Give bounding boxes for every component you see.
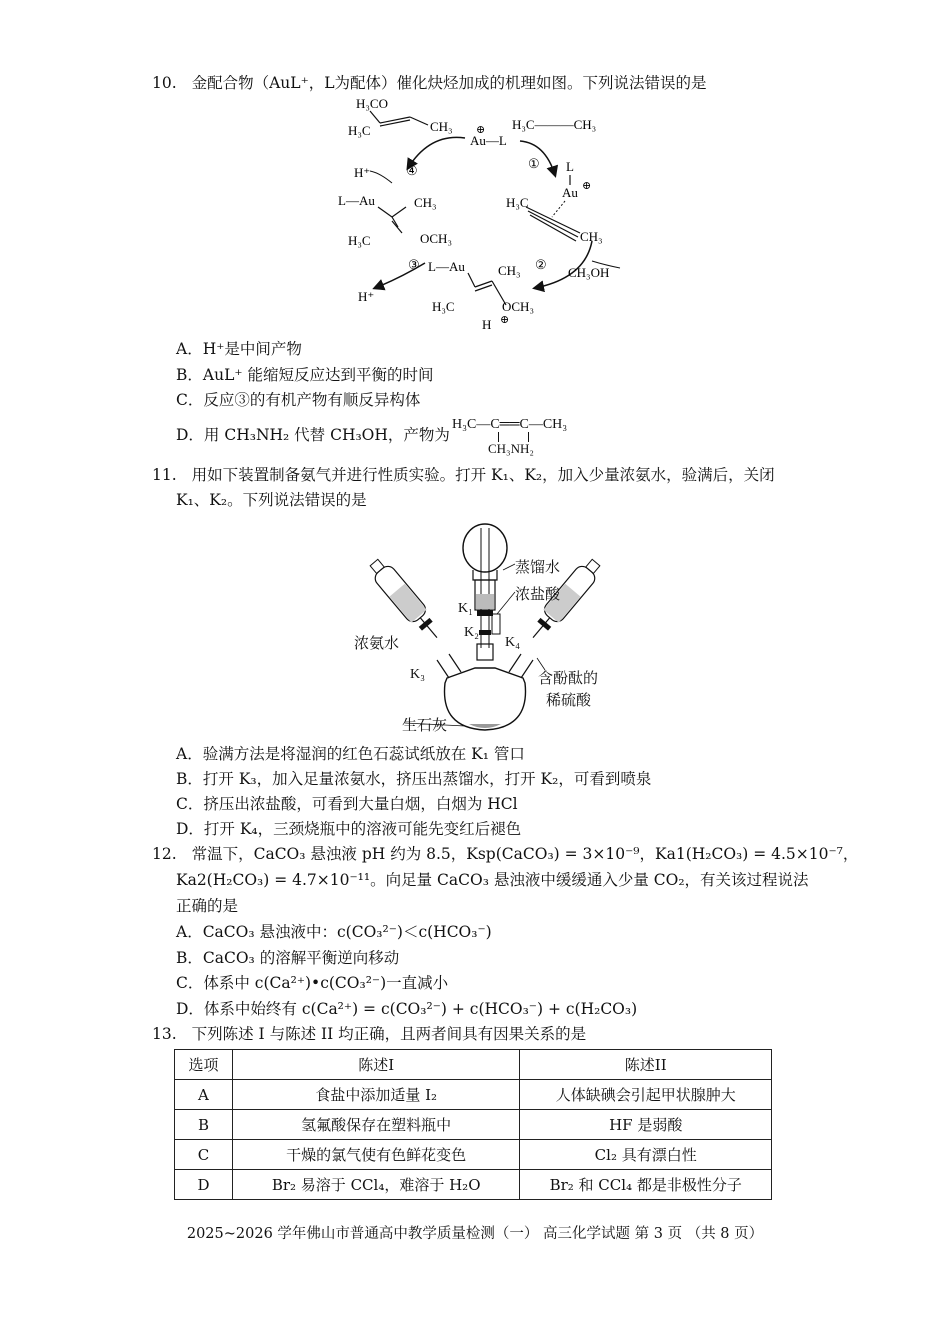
diagram-l-top: L (566, 159, 574, 174)
diagram-plus-c: ⊕ (500, 314, 510, 326)
q12-stem-1: 常温下，CaCO₃ 悬浊液 pH 约为 8.5，Ksp(CaCO₃) = 3×10⁻⁹，Ka1(H₂CO₃) = 4.5×10⁻⁷， (191, 845, 859, 863)
q11-stem-2: K₁、K₂。下列说法错误的是 (176, 491, 367, 509)
page-footer: 2025~2026 学年佛山市普通高中教学质量检测（一） 高三化学试题 第 3 页 （共 8 页） (186, 1226, 764, 1242)
table-cell-statement-2: 人体缺碘会引起甲状腺肿大 (520, 1080, 772, 1110)
diagram-plus-a: ⊕ (476, 124, 486, 136)
table-cell-statement-1: 食盐中添加适量 I₂ (232, 1080, 520, 1110)
q11-label-k1: K₁ (458, 601, 473, 616)
q11-label-phenolphthalein-1: 含酚酞的 (538, 669, 599, 687)
diagram-hplus-a: H⁺ (354, 165, 371, 180)
diagram-l-au-bottom: L—Au (428, 259, 465, 274)
table-row (175, 1110, 772, 1140)
q13-table (174, 1049, 772, 1200)
q12-option-c: C．体系中 c(Ca²⁺)•c(CO₃²⁻)一直减小 (176, 974, 449, 992)
diagram-au-l: Au—L (470, 133, 507, 148)
diagram-alkyne: H₃C———CH₃ (512, 117, 597, 132)
table-header-statement-1: 陈述I (232, 1050, 520, 1080)
q10-option-d: D．用 CH₃NH₂ 代替 CH₃OH，产物为 (176, 426, 450, 444)
q11-label-ammonia: 浓氨水 (354, 634, 400, 652)
q13-stem: 下列陈述 I 与陈述 II 均正确，且两者间具有因果关系的是 (191, 1025, 587, 1043)
diagram-h-d: H (482, 317, 492, 332)
q10-number: 10. (152, 74, 177, 92)
q12-stem-line-1 (152, 843, 858, 865)
table-cell-statement-2: Br₂ 和 CCl₄ 都是非极性分子 (520, 1170, 772, 1200)
q11-label-hcl: 浓盐酸 (515, 585, 561, 603)
table-cell-statement-1: 干燥的氯气使有色鲜花变色 (232, 1140, 520, 1170)
q10-mechanism-diagram (330, 93, 640, 333)
diagram-hplus-b: H⁺ (358, 289, 375, 304)
table-cell-option: A (175, 1080, 233, 1110)
diagram-step2: ② (535, 257, 547, 272)
q11-label-lime: 生石灰 (402, 716, 448, 734)
q11-option-b: B．打开 K₃，加入足量浓氨水，挤压出蒸馏水，打开 K₂，可看到喷泉 (176, 770, 652, 788)
q11-option-c: C．挤压出浓盐酸，可看到大量白烟，白烟为 HCl (176, 795, 518, 813)
q12-option-b: B．CaCO₃ 的溶解平衡逆向移动 (176, 949, 400, 967)
diagram-och3-c: OCH₃ (420, 231, 452, 246)
q12-stem-3: 正确的是 (176, 897, 239, 915)
q10-option-d-structure-top: H₃C—C══C—CH₃ (452, 417, 568, 432)
table-header-option: 选项 (175, 1050, 233, 1080)
q13-number: 13. (152, 1025, 177, 1043)
table-row (175, 1140, 772, 1170)
diagram-au-right: Au (562, 185, 578, 200)
table-cell-option: B (175, 1110, 233, 1140)
q12-number: 12. (152, 845, 177, 863)
table-cell-statement-1: 氢氟酸保存在塑料瓶中 (232, 1110, 520, 1140)
q10-option-b: B．AuL⁺ 能缩短反应达到平衡的时间 (176, 366, 434, 384)
diagram-h3c-a: H₃C (348, 123, 371, 138)
diagram-h3c-d: H₃C (432, 299, 455, 314)
q11-option-d: D．打开 K₄，三颈烧瓶中的溶液可能先变红后褪色 (176, 820, 522, 838)
diagram-plus-b: ⊕ (582, 180, 592, 192)
diagram-step4: ④ (406, 163, 418, 178)
diagram-ch3-b: CH₃ (580, 229, 603, 244)
q12-stem-2: Ka2(H₂CO₃) = 4.7×10⁻¹¹。向足量 CaCO₃ 悬浊液中缓缓通入少量 CO₂，有关该过程说法 (176, 871, 809, 889)
table-row (175, 1080, 772, 1110)
q12-option-d: D．体系中始终有 c(Ca²⁺) = c(CO₃²⁻) + c(HCO₃⁻) + c(H₂CO₃) (176, 1000, 638, 1018)
diagram-h3co: H₃CO (356, 96, 388, 111)
q11-label-k3: K₃ (410, 667, 425, 682)
table-header-statement-2: 陈述II (520, 1050, 772, 1080)
q11-option-a: A．验满方法是将湿润的红色石蕊试纸放在 K₁ 管口 (176, 745, 525, 763)
q11-label-k4: K₄ (505, 635, 520, 650)
table-cell-option: D (175, 1170, 233, 1200)
q11-label-phenolphthalein-2: 稀硫酸 (546, 691, 592, 709)
diagram-step3: ③ (408, 257, 420, 272)
diagram-h3c-c: H₃C (348, 233, 371, 248)
table-cell-statement-2: HF 是弱酸 (520, 1110, 772, 1140)
q11-number: 11. (152, 466, 177, 484)
q11-label-k2: K₂ (464, 625, 479, 640)
diagram-ch3oh: CH₃OH (568, 265, 610, 280)
q10-stem-line (152, 72, 707, 94)
table-row (175, 1170, 772, 1200)
diagram-l-au-left: L—Au (338, 193, 375, 208)
q10-option-a: A．H⁺是中间产物 (176, 340, 302, 358)
q11-label-water: 蒸馏水 (515, 558, 561, 576)
q10-stem: 金配合物（AuL⁺，L为配体）催化炔烃加成的机理如图。下列说法错误的是 (191, 74, 707, 92)
diagram-ch3-d: CH₃ (498, 263, 521, 278)
table-header-row (175, 1050, 772, 1080)
diagram-h3c-b: H₃C (506, 195, 529, 210)
table-cell-statement-1: Br₂ 易溶于 CCl₄，难溶于 H₂O (232, 1170, 520, 1200)
q10-option-c: C．反应③的有机产物有顺反异构体 (176, 391, 421, 409)
diagram-ch3-c: CH₃ (414, 195, 437, 210)
q11-stem-1: 用如下装置制备氨气并进行性质实验。打开 K₁、K₂，加入少量浓氨水，验满后，关闭 (191, 466, 775, 484)
q12-option-a: A．CaCO₃ 悬浊液中：c(CO₃²⁻)＜c(HCO₃⁻) (176, 923, 492, 941)
table-cell-option: C (175, 1140, 233, 1170)
diagram-och3-d: OCH₃ (502, 299, 534, 314)
q13-stem-line (152, 1023, 586, 1045)
q10-option-d-structure-bottom: CH₃NH₂ (488, 441, 534, 456)
diagram-ch3-a: CH₃ (430, 119, 453, 134)
diagram-step1: ① (528, 156, 540, 171)
q11-stem-line-1 (152, 464, 775, 486)
hplus-line (370, 171, 392, 183)
table-cell-statement-2: Cl₂ 具有漂白性 (520, 1140, 772, 1170)
